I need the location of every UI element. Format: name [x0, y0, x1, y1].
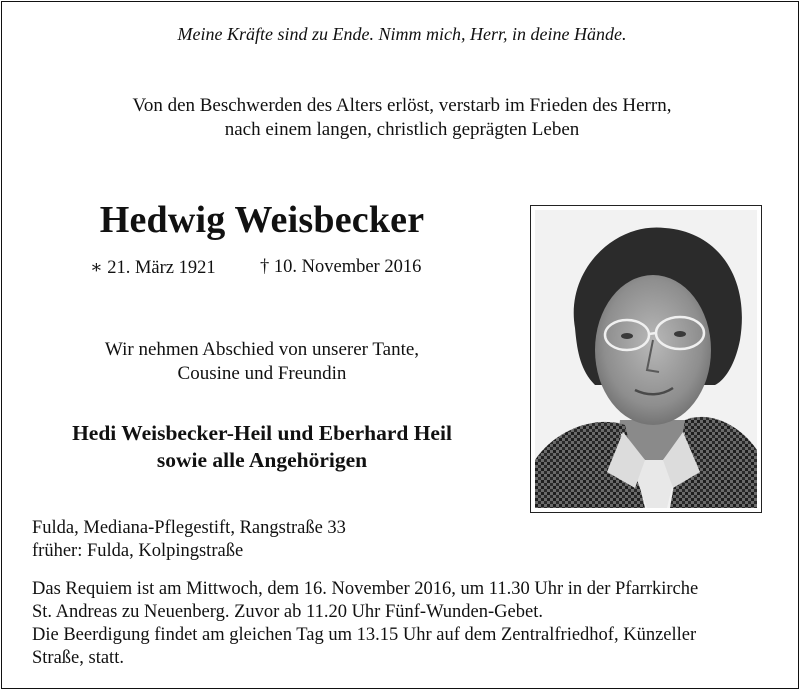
birth-date: ∗ 21. März 1921 [90, 258, 216, 278]
mourners [32, 420, 492, 474]
service-line-4: Straße, statt. [32, 648, 124, 668]
intro-line-2: nach einem langen, christlich geprägten Leben [224, 119, 580, 140]
death-date: † 10. November 2016 [260, 257, 422, 277]
address-line-2: früher: Fulda, Kolpingstraße [32, 541, 244, 561]
farewell-line-1: Wir nehmen Abschied von unserer Tante, [104, 339, 420, 360]
farewell-text [32, 338, 492, 386]
mourners-line-1: Hedi Weisbecker-Heil und Eberhard Heil [72, 421, 452, 445]
intro-line-1: Von den Beschwerden des Alters erlöst, verstarb im Frieden des Herrn, [132, 95, 672, 116]
portrait-photo [535, 210, 757, 508]
service-line-1: Das Requiem ist am Mittwoch, dem 16. November 2016, um 11.30 Uhr in der Pfarrkirche [32, 579, 699, 599]
farewell-line-2: Cousine und Freundin [177, 363, 347, 384]
intro-text [2, 94, 800, 142]
service-details [32, 578, 782, 670]
deceased-name: Hedwig Weisbecker [99, 199, 425, 241]
bible-verse: Meine Kräfte sind zu Ende. Nimm mich, Herr, in deine Hände. [177, 24, 627, 44]
mourners-line-2: sowie alle Angehörigen [156, 448, 368, 472]
address-block [32, 517, 346, 563]
service-line-2: St. Andreas zu Neuenberg. Zuvor ab 11.20 Uhr Fünf-Wunden-Gebet. [32, 602, 543, 622]
obituary-notice [1, 1, 799, 689]
portrait-frame [530, 205, 762, 513]
address-line-1: Fulda, Mediana-Pflegestift, Rangstraße 33 [32, 518, 346, 538]
service-line-3: Die Beerdigung findet am gleichen Tag um 13.15 Uhr auf dem Zentralfriedhof, Künzeller [32, 625, 697, 645]
portrait-illustration [535, 210, 757, 508]
